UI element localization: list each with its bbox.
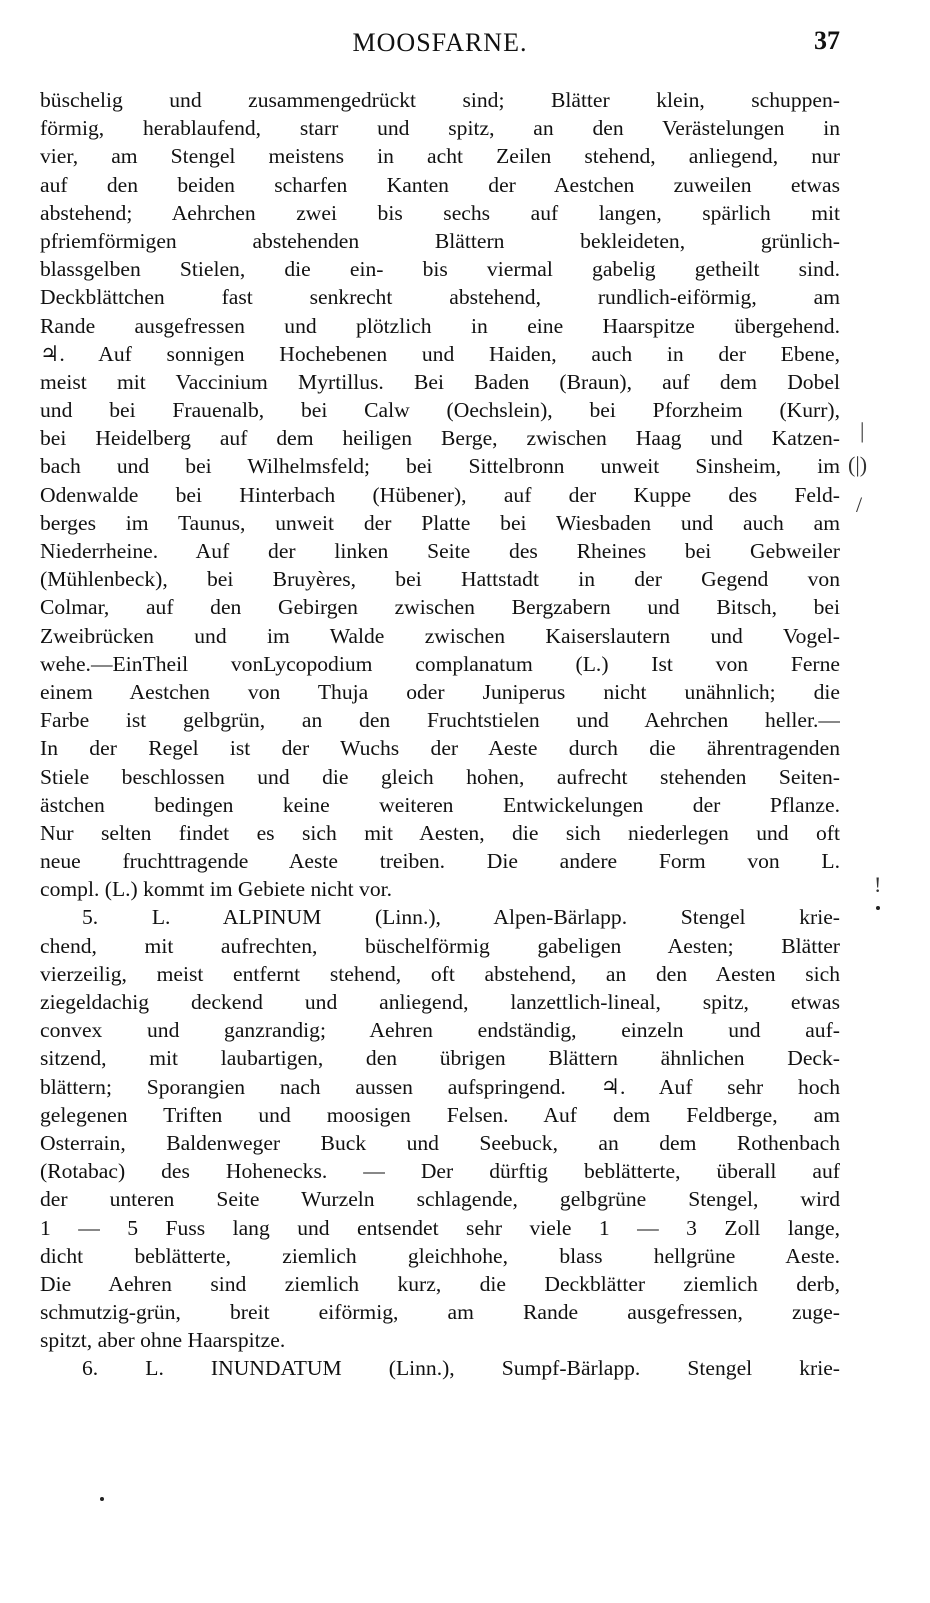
text-line: blättern; Sporangien nach aussen aufspringend. ♃. Auf sehr hoch: [40, 1074, 840, 1099]
text-line: ästchen bedingen keine weiteren Entwickelungen der Pflanze.: [40, 792, 840, 817]
text-line: Colmar, auf den Gebirgen zwischen Bergzabern und Bitsch, bei: [40, 595, 840, 620]
text-line: ziegeldachig deckend und anliegend, lanzettlich-lineal, spitz, etwas: [40, 990, 840, 1014]
text-line: Nur selten findet es sich mit Aesten, die sich niederlegen und oft: [40, 820, 840, 845]
text-line: vierzeilig, meist entfernt stehend, oft abstehend, an den Aesten sich: [40, 961, 840, 986]
margin-mark: !: [874, 872, 882, 897]
text-line: Die Aehren sind ziemlich kurz, die Deckblätter ziemlich derb,: [40, 1271, 840, 1296]
text-line: bei Heidelberg auf dem heiligen Berge, zwischen Haag und Katzen-: [40, 426, 840, 451]
margin-mark: |: [860, 418, 865, 443]
text-line: bach und bei Wilhelmsfeld; bei Sittelbronn unweit Sinsheim, im: [40, 454, 840, 479]
page-header: [40, 22, 840, 70]
text-line: spitzt, aber ohne Haarspitze.: [40, 1328, 286, 1353]
text-line: Deckblättchen fast senkrecht abstehend, rundlich-eiförmig, am: [40, 285, 840, 310]
text-line: Niederrheine. Auf der linken Seite des Rheines bei Gebweiler: [40, 539, 840, 563]
margin-mark: (|): [848, 452, 868, 477]
text-line: 6. L. INUNDATUM (Linn.), Sumpf-Bärlapp. Stengel krie-: [82, 1356, 840, 1381]
margin-dot: [876, 906, 880, 910]
text-line: blassgelben Stielen, die ein- bis viermal gabelig getheilt sind.: [40, 257, 840, 282]
body-text: [40, 86, 840, 1383]
text-line: compl. (L.) kommt im Gebiete nicht vor.: [40, 877, 393, 902]
text-line: Zweibrücken und im Walde zwischen Kaiserslautern und Vogel-: [40, 623, 840, 648]
text-line: wehe.—EinTheil vonLycopodium complanatum (L.) Ist von Ferne: [40, 651, 840, 676]
text-line: Osterrain, Baldenweger Buck und Seebuck, an dem Rothenbach: [40, 1130, 840, 1155]
text-line: (Mühlenbeck), bei Bruyères, bei Hattstadt in der Gegend von: [40, 567, 840, 592]
text-line: (Rotabac) des Hohenecks. — Der dürftig beblätterte, überall auf: [40, 1159, 840, 1184]
book-page: [40, 22, 840, 1383]
text-line: vier, am Stengel meistens in acht Zeilen stehend, anliegend, nur: [40, 144, 840, 169]
text-line: neue fruchttragende Aeste treiben. Die andere Form von L.: [40, 849, 840, 874]
running-title: MOOSFARNE.: [352, 28, 528, 57]
text-line: auf den beiden scharfen Kanten der Aestchen zuweilen etwas: [40, 172, 840, 197]
margin-mark: /: [856, 492, 863, 517]
text-line: chend, mit aufrechten, büschelförmig gabeligen Aesten; Blätter: [40, 933, 840, 958]
text-line: Rande ausgefressen und plötzlich in eine Haarspitze übergehend.: [40, 313, 840, 338]
text-line: Stiele beschlossen und die gleich hohen, aufrecht stehenden Seiten-: [40, 764, 840, 789]
text-line: meist mit Vaccinium Myrtillus. Bei Baden (Braun), auf dem Dobel: [40, 369, 840, 394]
text-line: sitzend, mit laubartigen, den übrigen Blättern ähnlichen Deck-: [40, 1046, 840, 1071]
text-line: büschelig und zusammengedrückt sind; Blätter klein, schuppen-: [40, 88, 840, 112]
text-line: Farbe ist gelbgrün, an den Fruchtstielen und Aehrchen heller.—: [40, 708, 840, 733]
text-line: förmig, herablaufend, starr und spitz, an den Verästelungen in: [40, 116, 840, 141]
text-line: schmutzig-grün, breit eiförmig, am Rande ausgefressen, zuge-: [40, 1300, 840, 1325]
text-line: berges im Taunus, unweit der Platte bei Wiesbaden und auch am: [40, 510, 840, 535]
text-line: 1 — 5 Fuss lang und entsendet sehr viele 1 — 3 Zoll lange,: [40, 1215, 840, 1240]
text-line: In der Regel ist der Wuchs der Aeste durch die ährentragenden: [40, 736, 840, 761]
page-speck: [100, 1497, 104, 1501]
text-line: pfriemförmigen abstehenden Blättern bekleideten, grünlich-: [40, 228, 840, 253]
text-line: convex und ganzrandig; Aehren endständig, einzeln und auf-: [40, 1018, 840, 1043]
text-line: der unteren Seite Wurzeln schlagende, gelbgrüne Stengel, wird: [40, 1187, 840, 1212]
text-line: ♃. Auf sonnigen Hochebenen und Haiden, auch in der Ebene,: [40, 341, 840, 366]
text-line: abstehend; Aehrchen zwei bis sechs auf langen, spärlich mit: [40, 200, 840, 225]
text-line: und bei Frauenalb, bei Calw (Oechslein), bei Pforzheim (Kurr),: [40, 398, 840, 423]
text-line: Odenwalde bei Hinterbach (Hübener), auf der Kuppe des Feld-: [40, 482, 840, 507]
page-number: 37: [814, 26, 840, 55]
text-line: dicht beblätterte, ziemlich gleichhohe, blass hellgrüne Aeste.: [40, 1243, 840, 1268]
margin-annotations: [848, 0, 922, 1603]
text-line: gelegenen Triften und moosigen Felsen. Auf dem Feldberge, am: [40, 1102, 840, 1127]
text-line: 5. L. ALPINUM (Linn.), Alpen-Bärlapp. Stengel krie-: [82, 905, 840, 930]
text-line: einem Aestchen von Thuja oder Juniperus nicht unähnlich; die: [40, 679, 840, 704]
